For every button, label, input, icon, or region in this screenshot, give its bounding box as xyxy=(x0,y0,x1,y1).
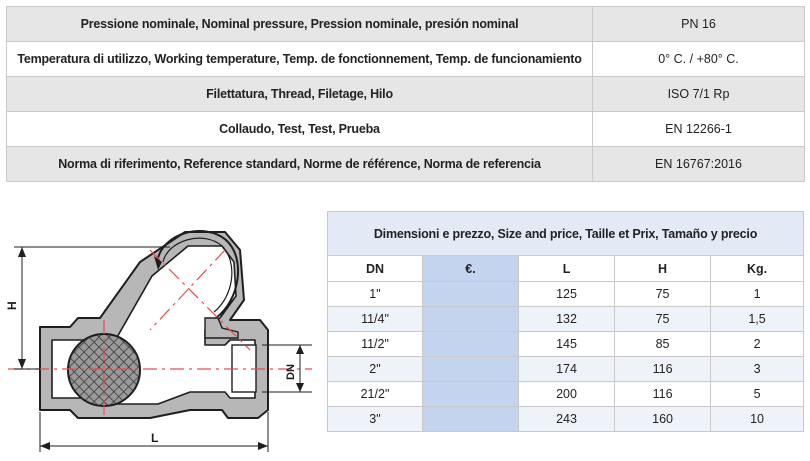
cell-dn: 11/2" xyxy=(328,332,423,357)
spec-row xyxy=(7,7,805,42)
dimensions-price-table xyxy=(327,211,804,432)
cell-h: 75 xyxy=(615,282,711,307)
spec-value: PN 16 xyxy=(593,7,805,42)
spec-row xyxy=(7,112,805,147)
spec-label: Pressione nominale, Nominal pressure, Pression nominale, presión nominal xyxy=(7,7,593,42)
valve-cross-section-drawing xyxy=(0,205,320,461)
column-header-dn: DN xyxy=(328,256,423,282)
cell-dn: 11/4" xyxy=(328,307,423,332)
column-header-row xyxy=(328,256,804,282)
spec-label: Norma di riferimento, Reference standard, Norme de référence, Norma de referencia xyxy=(7,147,593,182)
cell-dn: 1" xyxy=(328,282,423,307)
specifications-table xyxy=(6,6,805,182)
spec-value: ISO 7/1 Rp xyxy=(593,77,805,112)
cell-kg: 1 xyxy=(711,282,804,307)
cell-price xyxy=(423,357,519,382)
spec-value: EN 16767:2016 xyxy=(593,147,805,182)
table-row xyxy=(328,332,804,357)
cell-l: 243 xyxy=(519,407,615,432)
cell-h: 75 xyxy=(615,307,711,332)
table-row xyxy=(328,407,804,432)
cell-price xyxy=(423,332,519,357)
cell-h: 160 xyxy=(615,407,711,432)
dimension-h-label: H xyxy=(5,301,19,310)
spec-label: Temperatura di utilizzo, Working temperature, Temp. de fonctionnement, Temp. de funcionamiento xyxy=(7,42,593,77)
spec-label: Collaudo, Test, Test, Prueba xyxy=(7,112,593,147)
spec-label: Filettatura, Thread, Filetage, Hilo xyxy=(7,77,593,112)
table-title: Dimensioni e prezzo, Size and price, Taille et Prix, Tamaño y precio xyxy=(328,212,804,256)
dimension-dn-label: DN xyxy=(285,364,297,380)
cell-kg: 3 xyxy=(711,357,804,382)
column-header-kg: Kg. xyxy=(711,256,804,282)
cell-l: 200 xyxy=(519,382,615,407)
column-header-l: L xyxy=(519,256,615,282)
cell-kg: 2 xyxy=(711,332,804,357)
table-row xyxy=(328,357,804,382)
cell-l: 174 xyxy=(519,357,615,382)
column-header-h: H xyxy=(615,256,711,282)
spec-value: EN 12266-1 xyxy=(593,112,805,147)
table-row xyxy=(328,282,804,307)
cell-h: 116 xyxy=(615,357,711,382)
cell-l: 132 xyxy=(519,307,615,332)
spec-row xyxy=(7,42,805,77)
cell-price xyxy=(423,382,519,407)
cell-dn: 3" xyxy=(328,407,423,432)
spec-row xyxy=(7,147,805,182)
column-header-price: €. xyxy=(423,256,519,282)
cell-l: 145 xyxy=(519,332,615,357)
cell-kg: 1,5 xyxy=(711,307,804,332)
cell-h: 116 xyxy=(615,382,711,407)
cell-kg: 5 xyxy=(711,382,804,407)
cell-l: 125 xyxy=(519,282,615,307)
cell-price xyxy=(423,282,519,307)
spec-row xyxy=(7,77,805,112)
dimension-l-label: L xyxy=(151,431,159,445)
table-row xyxy=(328,307,804,332)
spec-value: 0° C. / +80° C. xyxy=(593,42,805,77)
cell-dn: 2" xyxy=(328,357,423,382)
cell-price xyxy=(423,407,519,432)
cell-h: 85 xyxy=(615,332,711,357)
table-row xyxy=(328,382,804,407)
cell-price xyxy=(423,307,519,332)
cell-dn: 21/2" xyxy=(328,382,423,407)
cell-kg: 10 xyxy=(711,407,804,432)
